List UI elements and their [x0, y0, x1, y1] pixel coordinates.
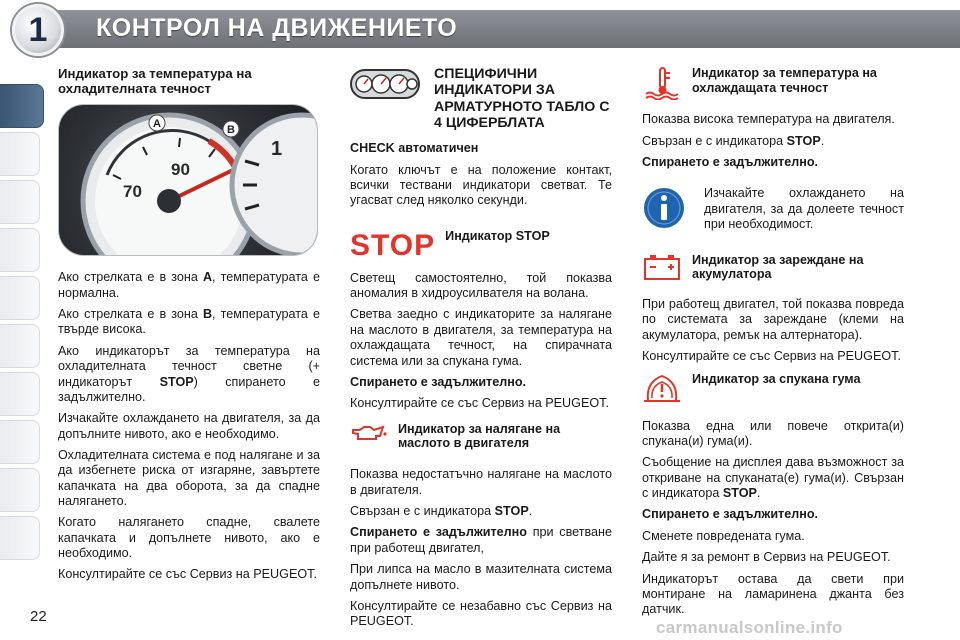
- info-note: [642, 186, 904, 238]
- tyre-paragraph-5: Индикаторът остава да свети при монтиране на ламаринена джанта без датчик.: [642, 571, 904, 617]
- gauge-zone-b-label: B: [227, 124, 235, 137]
- battery-paragraph-2: Консултирайте се със Сервиз на PEUGEOT.: [642, 348, 901, 363]
- check-title: CHECK автоматичен: [350, 141, 479, 156]
- oil-can-icon: [350, 422, 388, 448]
- gauge-tick-70: 70: [123, 182, 142, 202]
- battery-icon: [642, 253, 682, 285]
- stop-icon-text: STOP: [350, 228, 436, 262]
- coolant-paragraph-4: Изчакайте охлаждането на двигателя, за да допълните нивото, ако е необходимо.: [58, 411, 320, 441]
- section-title-coolant-gauge: Индикатор за температура на охладителната течност: [58, 66, 252, 97]
- column-coolant-gauge: [58, 66, 320, 589]
- oil-paragraph-5: Консултирайте се незабавно със Сервиз на PEUGEOT.: [350, 598, 612, 629]
- stop-indicator-header: [350, 228, 612, 262]
- tyre-paragraph-3: Сменете повредената гума.: [642, 528, 805, 543]
- four-dial-cluster-icon: [350, 66, 420, 106]
- temp-indicator-header: [642, 66, 904, 104]
- temp-paragraph-2: Свързан е с индикатора STOP.: [642, 133, 825, 148]
- page-number: 22: [30, 608, 47, 625]
- tyre-indicator-header: [642, 370, 904, 410]
- column-specific-indicators: [350, 66, 612, 636]
- side-tab-chapter-6[interactable]: [0, 324, 40, 368]
- check-text: Когато ключът е на положение контакт, всички тествани индикатори светват. Те угасват след няколко секунди.: [350, 162, 612, 208]
- temp-warning: Спирането е задължително.: [642, 155, 819, 170]
- gauge-tick-1: 1: [271, 138, 283, 161]
- gauge-tick-90: 90: [171, 160, 190, 180]
- chapter-badge: [12, 4, 64, 56]
- oil-indicator-header: [350, 422, 612, 452]
- page-title: КОНТРОЛ НА ДВИЖЕНИЕТО: [96, 14, 458, 42]
- coolant-paragraph-5: Охладителната система е под налягане и за да избегнете риска от изгаряне, завъртете капачката на два оборота, за да спадне налягането.: [58, 447, 320, 509]
- coolant-gauge-illustration: [59, 105, 318, 256]
- tyre-warning: Спирането е задължително.: [642, 507, 819, 522]
- oil-paragraph-3: Спирането е задължително при светване при работещ двигател,: [350, 525, 612, 555]
- stop-warning: Спирането е задължително.: [350, 374, 527, 389]
- side-tabs: [0, 62, 46, 582]
- oil-indicator-title: Индикатор за налягане на маслото в двигателя: [398, 421, 561, 451]
- temp-paragraph-1: Показва висока температура на двигателя.: [642, 112, 895, 127]
- side-tab-chapter-8[interactable]: [0, 420, 40, 464]
- battery-indicator-title: Индикатор за зареждане на акумулатора: [692, 252, 864, 282]
- side-tab-chapter-7[interactable]: [0, 372, 40, 416]
- side-tab-chapter-3[interactable]: [0, 180, 40, 224]
- side-tab-chapter-5[interactable]: [0, 276, 40, 320]
- coolant-paragraph-6: Когато налягането спадне, свалете капачката и допълнете нивото, ако е необходимо.: [58, 515, 320, 561]
- watermark: carmanualsonline.info: [656, 618, 843, 637]
- stop-warning-icon: [350, 228, 436, 262]
- specific-indicators-header: [350, 66, 612, 131]
- side-tab-chapter-9[interactable]: [0, 468, 40, 512]
- oil-paragraph-1: Показва недостатъчно налягане на маслото в двигателя.: [350, 467, 612, 497]
- stop-indicator-title: Индикатор STOP: [445, 229, 550, 244]
- coolant-gauge-photo: [58, 104, 318, 256]
- side-tab-chapter-10[interactable]: [0, 516, 40, 560]
- oil-paragraph-2: Свързан е с индикатора STOP.: [350, 504, 533, 519]
- coolant-paragraph-7: Консултирайте се със Сервиз на PEUGEOT.: [58, 567, 317, 582]
- page-header: [0, 0, 960, 62]
- side-tab-chapter-2[interactable]: [0, 132, 40, 176]
- stop-paragraph-2: Светва заедно с индикаторите за налягане на маслото в двигателя, за температура на охлаждащата течност, на спирачната система или за спукана гума.: [350, 307, 612, 368]
- coolant-zone-a-text: Ако стрелката е в зона A, температурата е нормална.: [58, 270, 320, 300]
- side-tab-chapter-4[interactable]: [0, 228, 40, 272]
- info-icon: [642, 186, 686, 234]
- tyre-paragraph-1: Показва една или повече открита(и) спукана(и) гума(и).: [642, 418, 904, 449]
- oil-paragraph-4: При липса на масло в мазителната система допълнете нивото.: [350, 562, 612, 592]
- battery-indicator-header: [642, 253, 904, 285]
- battery-paragraph-1: При работещ двигател, той показва повреда по системата за зареждане (клеми на акумулатора, ремък на алтернатора).: [642, 296, 904, 342]
- tyre-paragraph-2: Съобщение на дисплея дава възможност за откриване на спуканата(е) гума(и). Свързан с индикатора STOP.: [642, 455, 904, 501]
- stop-paragraph-1: Светещ самостоятелно, той показва аномалия в хидроусилвателя на волана.: [350, 270, 612, 301]
- section-title-specific-indicators: СПЕЦИФИЧНИ ИНДИКАТОРИ ЗА АРМАТУРНОТО ТАБЛО С 4 ЦИФЕРБЛАТА: [434, 66, 610, 131]
- coolant-temperature-icon: [642, 66, 682, 104]
- coolant-warning-text: Ако индикаторът за температура на охладителната течност светне (+ индикаторът STOP) спирането е задължително.: [58, 343, 320, 404]
- side-tab-chapter-1[interactable]: [0, 84, 44, 128]
- column-indicators: [642, 66, 904, 624]
- info-note-text: Изчакайте охлаждането на двигателя, за да долеете течност при необходимост.: [704, 186, 904, 232]
- coolant-zone-b-text: Ако стрелката е в зона B, температурата е твърде висока.: [58, 307, 320, 337]
- stop-paragraph-3: Консултирайте се със Сервиз на PEUGEOT.: [350, 396, 609, 411]
- gauge-zone-a-label: A: [153, 118, 161, 131]
- flat-tyre-icon: [642, 370, 682, 410]
- tyre-paragraph-4: Дайте я за ремонт в Сервиз на PEUGEOT.: [642, 550, 891, 565]
- temp-indicator-title: Индикатор за температура на охлаждащата течност: [692, 66, 877, 95]
- tyre-indicator-title: Индикатор за спукана гума: [692, 372, 861, 387]
- chapter-number: 1: [28, 10, 48, 49]
